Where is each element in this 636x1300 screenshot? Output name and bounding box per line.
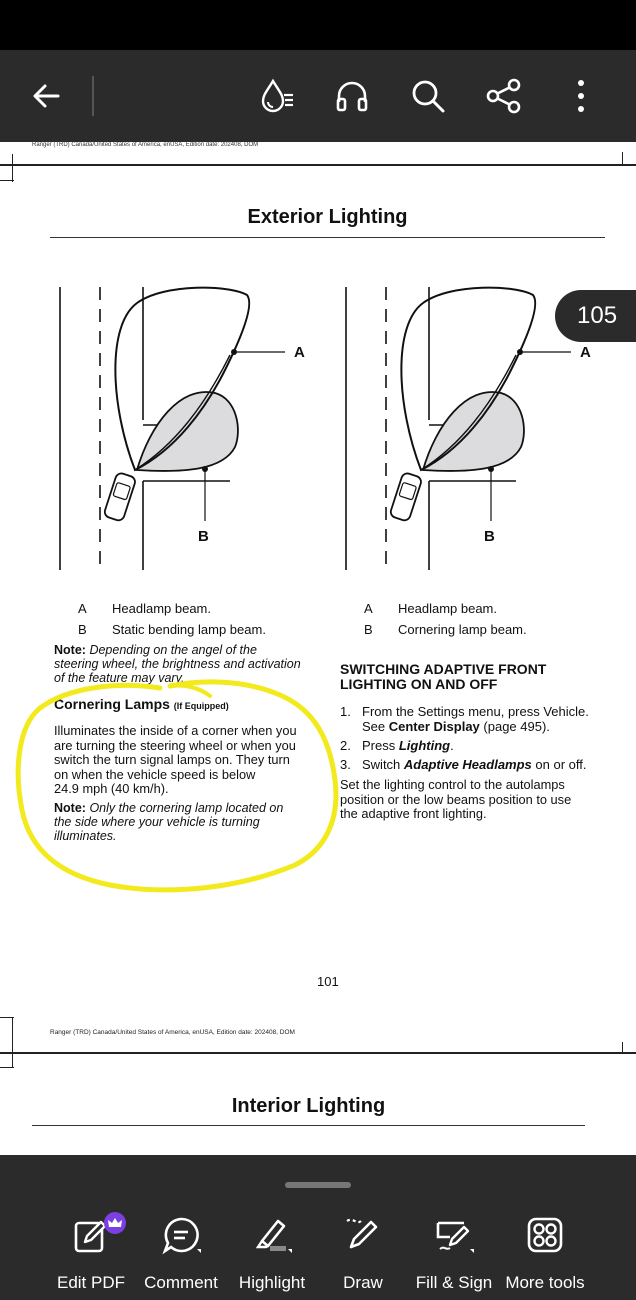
figure-left-label-a: A bbox=[294, 344, 305, 361]
tool-comment[interactable]: Comment bbox=[131, 1215, 231, 1295]
step-2: 2. Press Lighting. bbox=[340, 738, 454, 753]
legend-right-row-b: B Cornering lamp beam. bbox=[364, 622, 527, 637]
page-footer: Ranger (TRD) Canada/United States of America, enUSA, Edition date: 202408, DOM bbox=[50, 1029, 295, 1036]
next-title-rule bbox=[32, 1125, 585, 1126]
legend-left-row-b: B Static bending lamp beam. bbox=[78, 622, 266, 637]
figure-static-bending-lamp bbox=[55, 285, 315, 575]
current-page-indicator[interactable]: 105 bbox=[555, 290, 636, 342]
title-rule bbox=[50, 237, 605, 238]
more-options-icon[interactable] bbox=[557, 72, 605, 120]
cornering-lamps-description: Illuminates the inside of a corner when you are turning the steering wheel or when you switch the turn signal lamps on. They turn on when the vehicle speed is below 24.9 mph (40 km/h). bbox=[54, 723, 297, 796]
section-title: Exterior Lighting bbox=[247, 206, 408, 228]
highlight-annotation-circle[interactable] bbox=[10, 670, 342, 910]
step-3: 3. Switch Adaptive Headlamps on or off. bbox=[340, 757, 587, 772]
tool-edit-pdf[interactable]: Edit PDF bbox=[41, 1215, 141, 1295]
document-viewport[interactable] bbox=[0, 142, 636, 1155]
next-section-title: Interior Lighting bbox=[231, 1095, 386, 1117]
tool-more-tools[interactable]: More tools bbox=[495, 1215, 595, 1295]
crop-mark bbox=[12, 154, 13, 182]
crop-mark bbox=[622, 152, 623, 166]
draw-icon bbox=[343, 1215, 383, 1255]
premium-crown-icon bbox=[104, 1212, 126, 1234]
highlight-icon bbox=[252, 1215, 292, 1255]
toolbar-divider bbox=[92, 76, 94, 116]
crop-mark bbox=[0, 1067, 14, 1068]
page-header-strip: Ranger (TRD) Canada/United States of America, enUSA, Edition date: 202408, DOM bbox=[32, 142, 259, 148]
crop-mark bbox=[0, 1017, 14, 1018]
crop-mark bbox=[622, 1042, 623, 1054]
figure-right-label-a: A bbox=[580, 344, 591, 361]
back-arrow-icon[interactable] bbox=[22, 72, 70, 120]
page-number: 101 bbox=[317, 974, 339, 989]
tool-draw[interactable]: Draw bbox=[313, 1215, 413, 1295]
note-cornering-side: Note: Only the cornering lamp located on the side where your vehicle is turning illuminates. bbox=[54, 801, 284, 843]
status-bar bbox=[0, 0, 636, 50]
tool-fill-sign[interactable]: Fill & Sign bbox=[404, 1215, 504, 1295]
drag-handle[interactable] bbox=[285, 1182, 351, 1188]
app-toolbar bbox=[0, 50, 636, 142]
adaptive-lighting-instructions: Set the lighting control to the autolamps position or the low beams position to use the adaptive front lighting. bbox=[340, 777, 572, 821]
bottom-toolbar bbox=[0, 1155, 636, 1300]
fill-sign-icon bbox=[434, 1215, 474, 1255]
read-aloud-icon[interactable] bbox=[328, 72, 376, 120]
crop-mark bbox=[12, 1017, 13, 1067]
page-break-line bbox=[0, 1052, 636, 1054]
adaptive-lighting-heading: SWITCHING ADAPTIVE FRONT LIGHTING ON AND OFF bbox=[340, 661, 547, 692]
legend-right-row-a: A Headlamp beam. bbox=[364, 601, 497, 616]
legend-left-row-a: A Headlamp beam. bbox=[78, 601, 211, 616]
page-break-line bbox=[0, 164, 636, 166]
liquid-mode-icon[interactable] bbox=[252, 72, 300, 120]
search-icon[interactable] bbox=[404, 72, 452, 120]
share-icon[interactable] bbox=[480, 72, 528, 120]
crop-mark bbox=[0, 180, 14, 181]
more-tools-icon bbox=[525, 1215, 565, 1255]
step-1: 1. From the Settings menu, press Vehicle. See Center Display (page 495). bbox=[340, 704, 589, 734]
note-angle: Note: Depending on the angel of the steering wheel, the brightness and activation of the feature may vary. bbox=[54, 643, 301, 685]
figure-left-label-b: B bbox=[198, 528, 209, 545]
tool-highlight[interactable]: Highlight bbox=[222, 1215, 322, 1295]
figure-right-label-b: B bbox=[484, 528, 495, 545]
comment-icon bbox=[161, 1215, 201, 1255]
cornering-lamps-heading: Cornering Lamps (If Equipped) bbox=[54, 696, 229, 712]
